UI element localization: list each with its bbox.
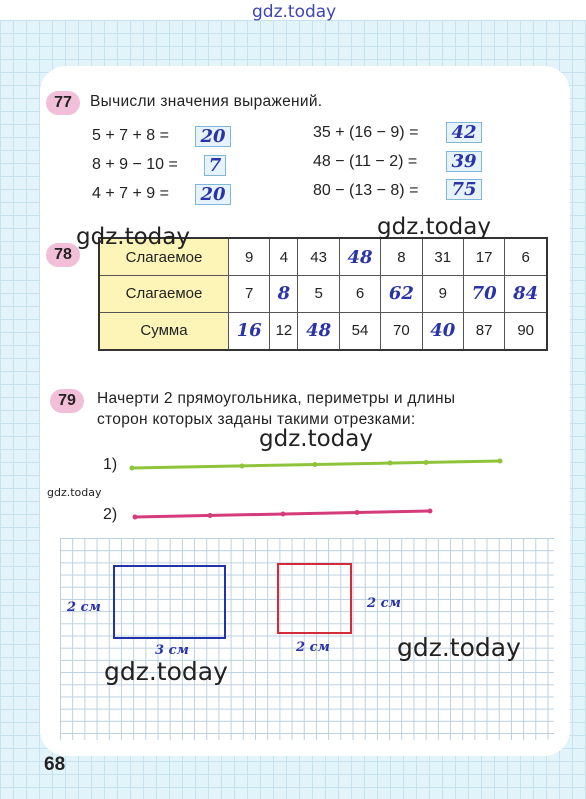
task-77-expr-4: 35 + (16 − 9) = xyxy=(313,124,419,141)
task-77-answer-4: 42 xyxy=(446,122,482,143)
table-cell-answer: 84 xyxy=(505,276,547,313)
table-cell: 6 xyxy=(339,276,380,313)
watermark-78-left: gdz.today xyxy=(76,224,190,250)
watermark-top: gdz.today xyxy=(252,2,337,22)
task-77-instruction: Вычисли значения выражений. xyxy=(90,93,323,110)
watermark-bottom-left: gdz.today xyxy=(104,657,228,686)
table-cell: 6 xyxy=(505,238,547,276)
table-cell: 7 xyxy=(229,276,270,313)
table-cell: 31 xyxy=(422,238,463,276)
task-78-badge: 78 xyxy=(46,243,80,267)
table-cell: 43 xyxy=(298,238,339,276)
task-77-badge: 77 xyxy=(46,91,80,115)
table-cell: 4 xyxy=(270,238,298,276)
table-cell: 12 xyxy=(270,312,298,350)
task-77-expr-5: 48 − (11 − 2) = xyxy=(313,153,418,170)
table-cell: 87 xyxy=(463,312,504,350)
task-79-instruction-line-1: Начерти 2 прямоугольника, периметры и длины xyxy=(97,390,456,407)
task-77-answer-1: 20 xyxy=(195,126,231,147)
task-77-expr-1: 5 + 7 + 8 = xyxy=(92,127,169,144)
table-cell: 17 xyxy=(463,238,504,276)
task-77-answer-2: 7 xyxy=(204,155,226,176)
row-label: Сумма xyxy=(99,312,229,350)
rect-1-side-label: 2 см xyxy=(67,600,101,615)
table-cell-answer: 16 xyxy=(229,312,270,350)
rect-2-bottom-label: 2 см xyxy=(296,640,330,655)
task-77-expr-2: 8 + 9 − 10 = xyxy=(92,156,178,173)
rect-1-bottom-label: 3 см xyxy=(155,643,189,658)
watermark-78-right: gdz.today xyxy=(377,214,491,240)
table-cell-answer: 40 xyxy=(422,312,463,350)
row-label: Слагаемое xyxy=(99,238,229,276)
watermark-small: gdz.today xyxy=(47,486,102,499)
table-cell: 54 xyxy=(339,312,380,350)
rect-2-side-label: 2 см xyxy=(367,596,401,611)
task-77-expr-6: 80 − (13 − 8) = xyxy=(313,182,419,199)
segment-1-label: 1) xyxy=(103,456,118,473)
table-cell: 70 xyxy=(381,312,422,350)
table-cell: 9 xyxy=(422,276,463,313)
task-77-expr-3: 4 + 7 + 9 = xyxy=(92,185,169,202)
table-cell: 90 xyxy=(505,312,547,350)
table-cell-answer: 62 xyxy=(381,276,422,313)
row-label: Слагаемое xyxy=(99,276,229,313)
page-number: 68 xyxy=(44,754,66,775)
segment-2-label: 2) xyxy=(103,506,118,523)
rectangle-1 xyxy=(114,566,225,638)
table-cell-answer: 48 xyxy=(298,312,339,350)
table-cell: 8 xyxy=(381,238,422,276)
task-77-answer-3: 20 xyxy=(195,184,231,205)
task-79-instruction-line-2: сторон которых заданы такими отрезками: xyxy=(97,411,416,428)
table-cell-answer: 48 xyxy=(339,238,380,276)
task-77-answer-5: 39 xyxy=(446,151,482,172)
watermark-bottom-right: gdz.today xyxy=(397,633,521,662)
task-77-answer-6: 75 xyxy=(446,179,482,200)
watermark-79: gdz.today xyxy=(259,426,373,452)
task-79-badge: 79 xyxy=(50,389,84,413)
table-cell-answer: 8 xyxy=(270,276,298,313)
table-cell-answer: 70 xyxy=(463,276,504,313)
table-cell: 5 xyxy=(298,276,339,313)
table-cell: 9 xyxy=(229,238,270,276)
rectangle-2 xyxy=(278,564,351,633)
